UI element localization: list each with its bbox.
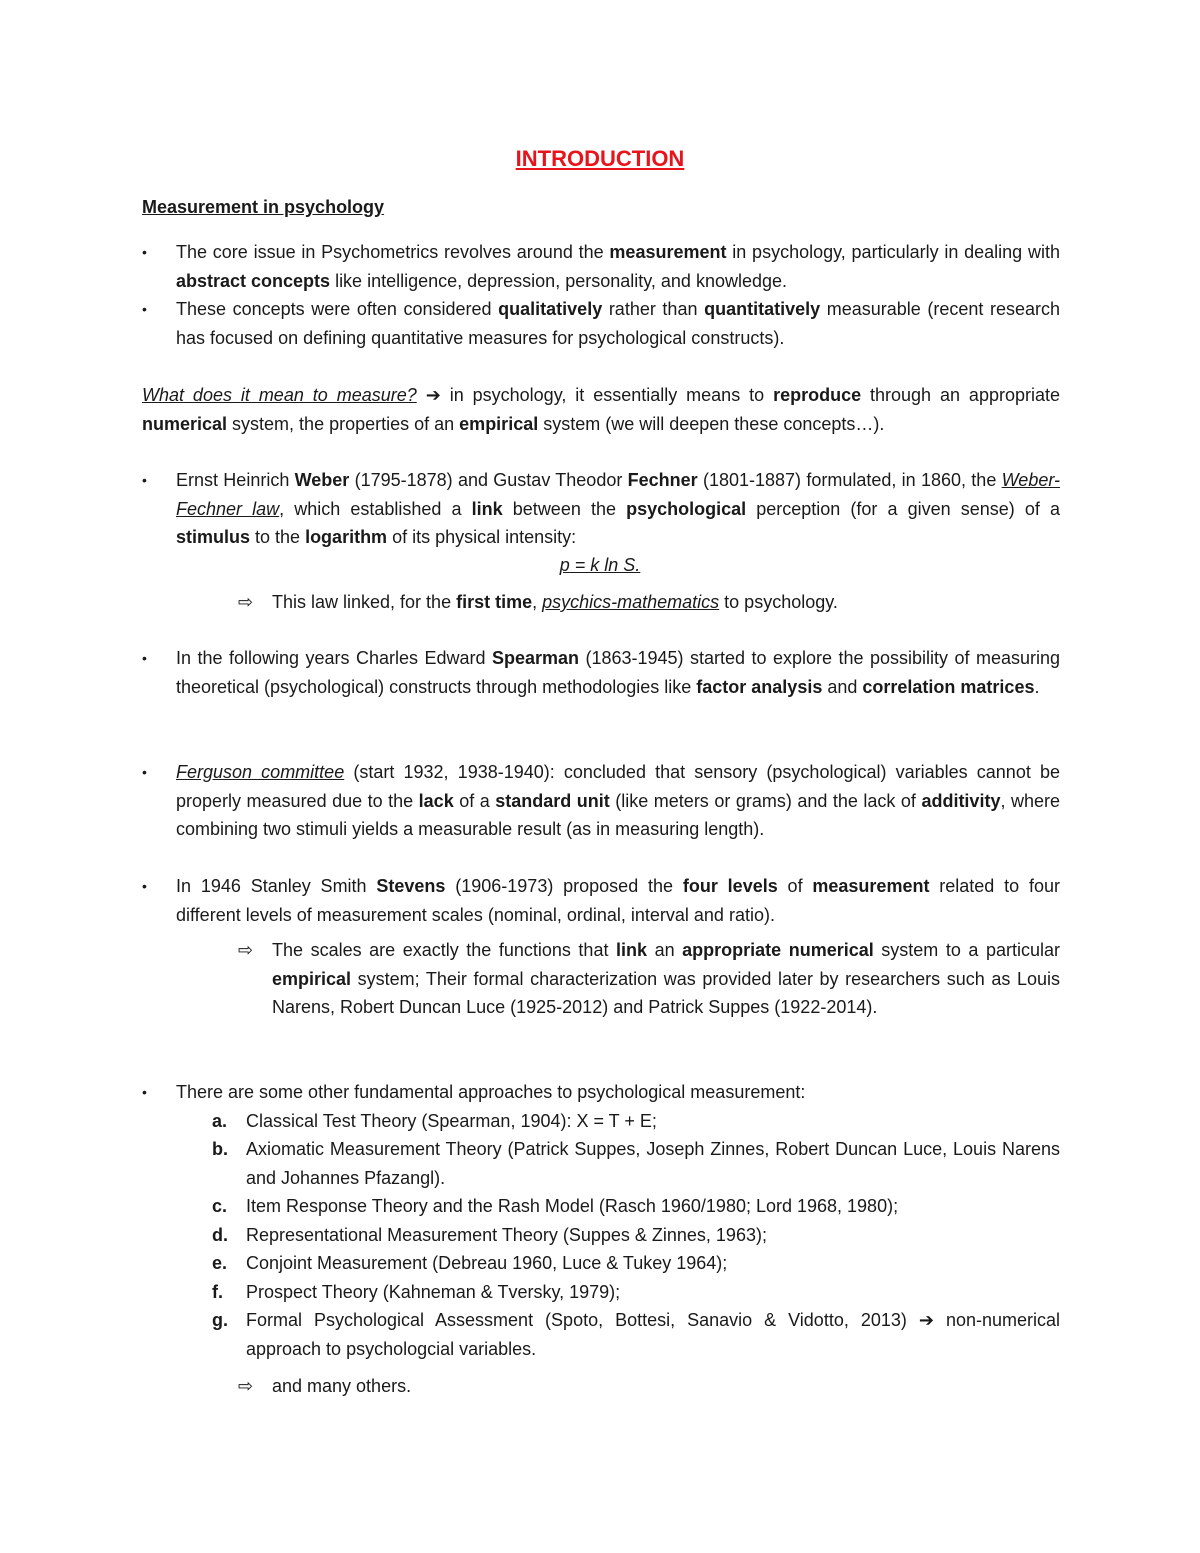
bold-text: logarithm [305, 527, 388, 548]
list-text: non-numerical approach to psychologcial variables. [246, 1310, 1060, 1359]
bold-text: qualitatively [498, 299, 603, 319]
bold-text: standard unit [495, 790, 610, 811]
text: to psychology. [719, 592, 838, 612]
text: of its physical intensity: [387, 527, 577, 548]
text: like intelligence, depression, personality, and knowledge. [330, 270, 788, 291]
bullet-approaches [142, 1078, 1060, 1107]
text: system; Their formal characterization was provided later by researchers such as Louis Narens, Robert Duncan Luce (1925-2012) and Patrick Suppes (1922-2014). [272, 968, 1060, 1018]
text: (1795-1878) and Gustav Theodor [349, 470, 628, 490]
list-item [212, 1135, 1060, 1192]
bold-text: numerical [142, 413, 228, 434]
bold-text: appropriate numerical [682, 940, 874, 960]
list-label: f. [212, 1282, 223, 1302]
list-text: Item Response Theory and the Rash Model (Rasch 1960/1980; Lord 1968, 1980); [246, 1196, 899, 1216]
bold-text: stimulus [176, 527, 251, 548]
bold-text: measurement [609, 242, 727, 262]
text: (1801-1887) formulated, in 1860, the [697, 470, 1002, 490]
bold-text: psychological [626, 498, 747, 519]
underlined-term: Weber-Fechner law [176, 470, 1060, 519]
bold-text: lack [418, 790, 454, 811]
arrow-icon: ➔ [425, 385, 441, 405]
bold-text: measurement [812, 876, 930, 896]
text: related to four different levels of measurement scales (nominal, ordinal, interval and ratio). [176, 876, 1060, 925]
hollow-arrow-icon: ⇨ [238, 940, 254, 960]
bullet-icon: • [142, 244, 147, 260]
text: in psychology, particularly in dealing with [726, 242, 1060, 262]
text: The scales are exactly the functions that [272, 940, 616, 960]
question-text: What does it mean to measure? [142, 385, 417, 405]
text: The core issue in Psychometrics revolves around the [176, 242, 610, 262]
text: measurable (recent research has focused on defining quantitative measures for psychological constructs). [176, 299, 1061, 348]
page-title: INTRODUCTION [515, 146, 685, 171]
list-label: d. [212, 1225, 228, 1245]
text: There are some other fundamental approaches to psychological measurement: [176, 1082, 806, 1102]
text: and many others. [272, 1376, 412, 1396]
bullet-icon: • [142, 301, 147, 317]
text: (like meters or grams) and the lack of [609, 790, 922, 811]
text: in psychology, it essentially means to [440, 385, 774, 405]
bold-text: empirical [459, 413, 539, 434]
hollow-arrow-icon: ⇨ [238, 1376, 254, 1396]
subpoint-scales [238, 936, 1060, 1022]
formula: p = k ln S. [559, 555, 641, 575]
bold-text: four levels [682, 876, 778, 896]
bold-text: link [616, 940, 648, 960]
list-text: Conjoint Measurement (Debreau 1960, Luce & Tukey 1964); [246, 1253, 728, 1273]
underlined-term: Ferguson committee [176, 762, 345, 782]
section-heading: Measurement in psychology [142, 197, 385, 217]
list-label: b. [212, 1139, 228, 1159]
text: perception (for a given sense) of a [746, 498, 1060, 519]
bold-text: correlation matrices [862, 676, 1035, 697]
list-text: Prospect Theory (Kahneman & Tversky, 1979); [246, 1282, 621, 1302]
bullet-ferguson [142, 758, 1060, 844]
list-item [212, 1192, 1060, 1221]
list-label: c. [212, 1196, 228, 1216]
bullet-qualitative [142, 295, 1060, 352]
bold-text: reproduce [773, 385, 862, 405]
hollow-arrow-icon: ⇨ [238, 592, 254, 612]
bullet-icon: • [142, 1084, 147, 1100]
subpoint-many-others [238, 1372, 1060, 1401]
list-item [212, 1278, 1060, 1307]
list-item [212, 1221, 1060, 1250]
list-item [212, 1249, 1060, 1278]
bold-text: Spearman [491, 648, 579, 668]
subpoint-weber-fechner [238, 588, 1060, 617]
list-text: Representational Measurement Theory (Suppes & Zinnes, 1963); [246, 1225, 767, 1245]
text: an [647, 940, 683, 960]
text: , where combining two stimuli yields a measurable result (as in measuring length). [176, 790, 1060, 840]
underlined-term: psychics-mathematics [542, 592, 720, 612]
text: between the [502, 498, 627, 519]
text: system to a particular [873, 940, 1060, 960]
bold-text: additivity [921, 790, 1001, 811]
list-label: g. [212, 1310, 228, 1330]
text: , which established a [279, 498, 472, 519]
bold-text: Fechner [627, 470, 698, 490]
bullet-stevens [142, 872, 1060, 929]
text: (start 1932, 1938-1940): concluded that sensory (psychological) variables cannot be properly measured due to the [176, 762, 1060, 811]
bullet-icon: • [142, 878, 147, 894]
text: system (we will deepen these concepts…). [538, 413, 885, 434]
list-item [212, 1306, 1060, 1363]
text: These concepts were often considered [176, 299, 499, 319]
bold-text: Weber [294, 470, 350, 490]
text: rather than [602, 299, 705, 319]
list-label: a. [212, 1111, 228, 1131]
bold-text: Stevens [376, 876, 446, 896]
bullet-core-issue [142, 238, 1060, 295]
text: In the following years Charles Edward [176, 648, 492, 668]
arrow-icon: ➔ [918, 1310, 934, 1330]
bullet-icon: • [142, 650, 147, 666]
bold-text: factor analysis [696, 676, 823, 697]
bold-text: quantitatively [704, 299, 821, 319]
list-item [212, 1107, 1060, 1136]
list-text: Axiomatic Measurement Theory (Patrick Suppes, Joseph Zinnes, Robert Duncan Luce, Louis Narens and Johannes Pfazangl). [246, 1139, 1060, 1188]
list-label: e. [212, 1253, 228, 1273]
text: through an appropriate [861, 385, 1060, 405]
text: (1863-1945) started to explore the possibility of measuring theoretical (psychological) constructs through methodologies like [176, 648, 1060, 697]
list-text: Formal Psychological Assessment (Spoto, Bottesi, Sanavio & Vidotto, 2013) [246, 1310, 907, 1330]
text: (1906-1973) proposed the [445, 876, 683, 896]
text: of a [453, 790, 496, 811]
bold-text: first time [456, 592, 533, 612]
bullet-icon: • [142, 764, 147, 780]
paragraph-measure-definition [142, 381, 1060, 438]
text: . [1034, 676, 1040, 697]
bold-text: empirical [272, 968, 352, 989]
text: and [822, 676, 863, 697]
bold-text: abstract concepts [176, 270, 331, 291]
text: , [532, 592, 543, 612]
text: This law linked, for the [272, 592, 457, 612]
bullet-weber-fechner [142, 466, 1060, 552]
text: Ernst Heinrich [176, 470, 295, 490]
text: of [777, 876, 813, 896]
bullet-spearman [142, 644, 1060, 701]
text: system, the properties of an [227, 413, 460, 434]
list-text: Classical Test Theory (Spearman, 1904): X = T + E; [246, 1111, 657, 1131]
text: to the [250, 527, 306, 548]
text: In 1946 Stanley Smith [176, 876, 377, 896]
bold-text: link [471, 498, 503, 519]
bullet-icon: • [142, 472, 147, 488]
